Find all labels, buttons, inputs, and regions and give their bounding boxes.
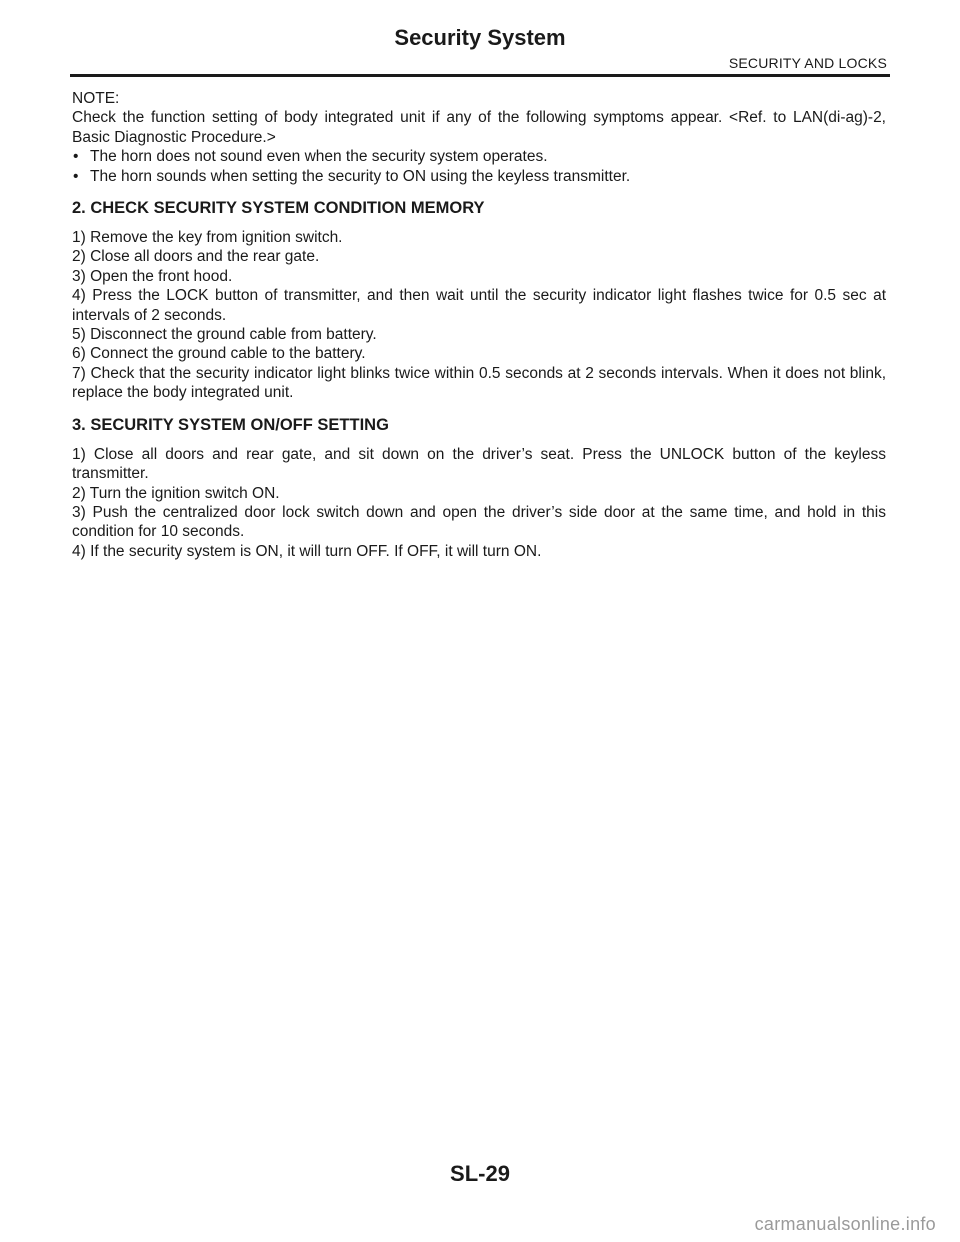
- header-rule: [70, 74, 890, 77]
- section-heading-on-off-setting: 3. SECURITY SYSTEM ON/OFF SETTING: [72, 415, 389, 434]
- note-bullet-text: The horn does not sound even when the security system operates.: [90, 148, 548, 166]
- page-title: Security System: [394, 25, 566, 50]
- section-label: SECURITY AND LOCKS: [728, 55, 887, 71]
- note-label: NOTE:: [72, 90, 120, 107]
- section-heading-condition-memory: 2. CHECK SECURITY SYSTEM CONDITION MEMORY: [72, 199, 485, 218]
- step-item: 2) Turn the ignition switch ON.: [72, 484, 280, 502]
- bullet-icon: •: [73, 148, 79, 166]
- note-bullet-item: [72, 167, 886, 186]
- condition-memory-steps: [72, 228, 886, 403]
- on-off-setting-steps: [72, 445, 886, 561]
- step-item: 3) Open the front hood.: [72, 267, 233, 285]
- step-item: 1) Remove the key from ignition switch.: [72, 229, 343, 247]
- step-item: 4) Press the LOCK button of transmitter, and then wait until the security indicator light flashes twice for 0.5 sec at intervals of 2 seconds.: [72, 287, 886, 324]
- step-item: 6) Connect the ground cable to the battery.: [72, 345, 366, 363]
- step-item: 7) Check that the security indicator light blinks twice within 0.5 seconds at 2 seconds intervals. When it does not blink, replace the body integrated unit.: [72, 364, 886, 402]
- step-item: 1) Close all doors and rear gate, and sit down on the driver’s seat. Press the UNLOCK button of the keyless transmitter.: [72, 445, 886, 483]
- watermark: carmanualsonline.info: [754, 1214, 936, 1234]
- step-item: 3) Push the centralized door lock switch down and open the driver’s side door at the same time, and hold in this condition for 10 seconds.: [72, 503, 886, 541]
- step-item: 2) Close all doors and the rear gate.: [72, 248, 320, 266]
- note-bullet-list: [72, 147, 886, 186]
- step-item: 5) Disconnect the ground cable from battery.: [72, 326, 377, 344]
- step-item: 4) If the security system is ON, it will turn OFF. If OFF, it will turn ON.: [72, 542, 542, 560]
- note-bullet-item: [72, 147, 886, 166]
- page-number: SL-29: [450, 1161, 510, 1186]
- note-text: Check the function setting of body integrated unit if any of the following symptoms appear. <Ref. to LAN(di-ag)-2, Basic Diagnostic Procedure.>: [72, 109, 886, 146]
- bullet-icon: •: [73, 167, 79, 185]
- note-bullet-text: The horn sounds when setting the security to ON using the keyless transmitter.: [90, 167, 631, 185]
- document-body: [72, 89, 886, 561]
